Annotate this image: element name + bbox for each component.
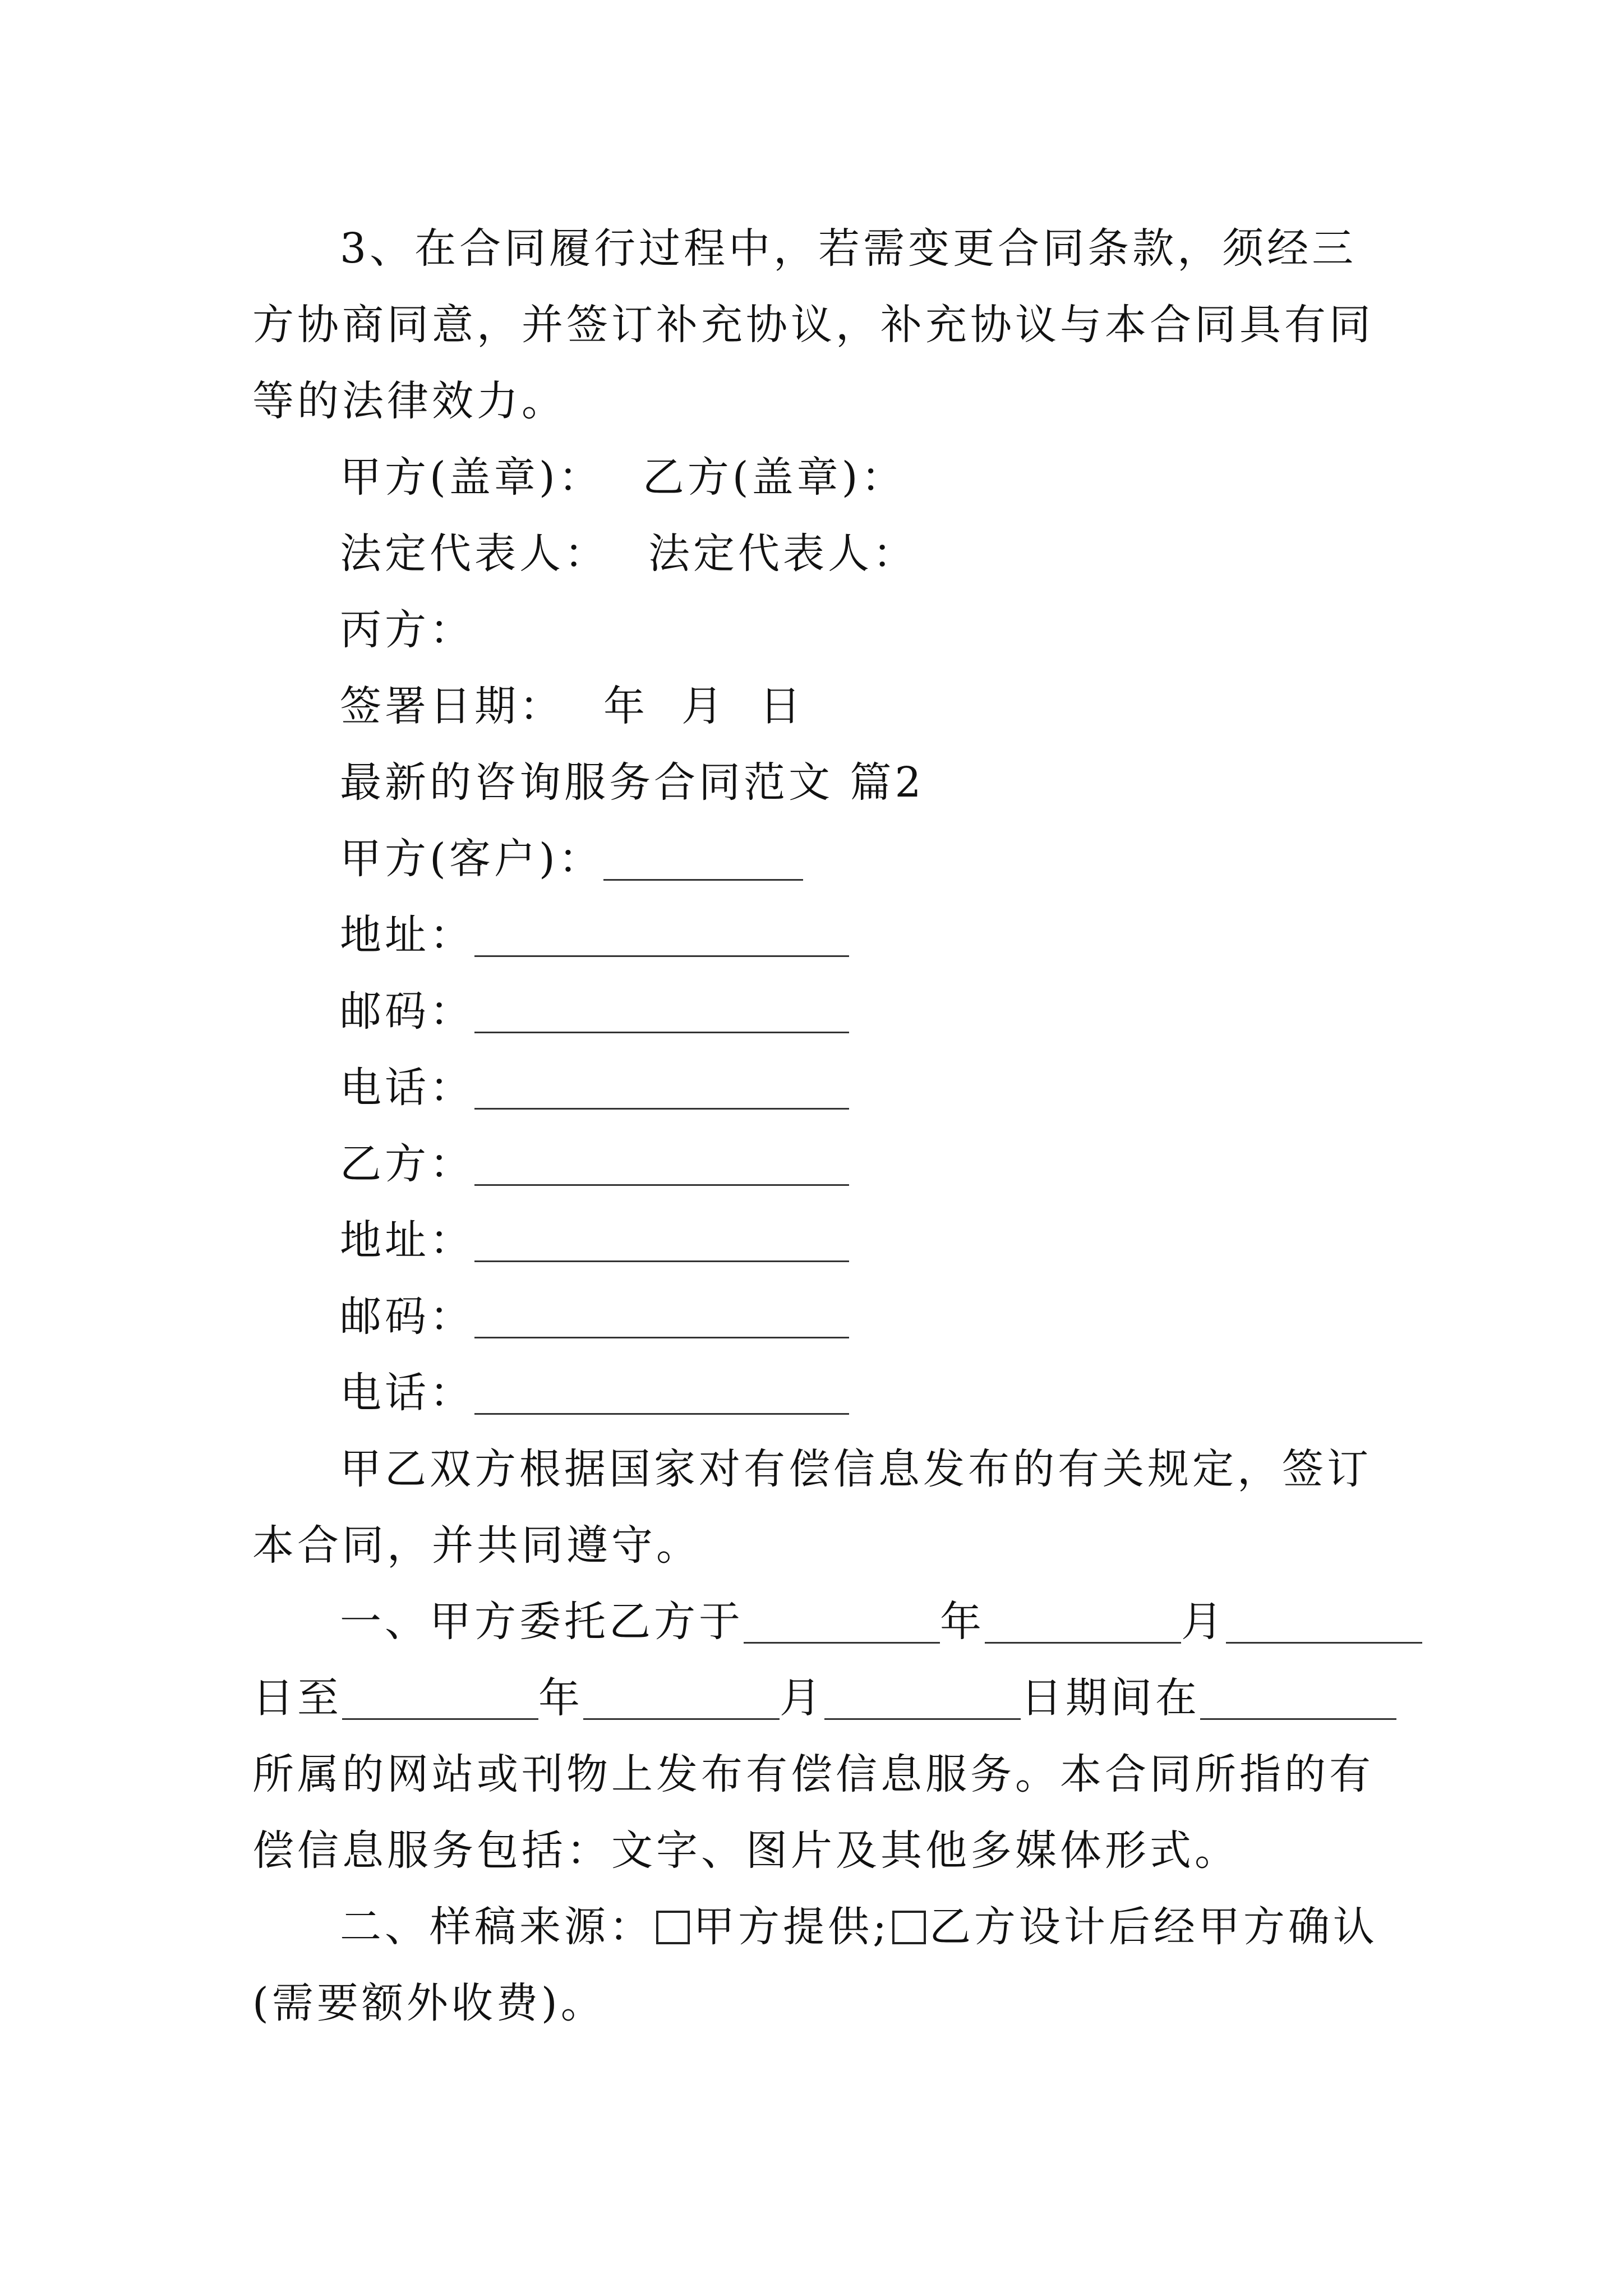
sign-date-year: 年 [603,682,648,730]
party-b-rep-label: 法定代表人： [648,530,917,578]
address-label-1: 地址： [340,911,474,959]
section-title [252,744,1385,821]
client-label: 甲方(客户)： [340,835,603,883]
seal-line [252,439,1385,516]
phone-blank-1[interactable] [474,1066,849,1110]
party-a-seal-label: 甲方(盖章)： [340,453,603,501]
clause-1-year1: 年 [940,1598,985,1646]
clause-1-day2-blank[interactable] [824,1677,1021,1720]
clause-1-venue-blank[interactable] [1200,1677,1396,1720]
party-b-seal-label: 乙方(盖章)： [642,453,906,501]
address-label-2: 地址： [340,1216,474,1264]
clause-3: 3、在合同履行过程中，若需变更合同条款，须经三方协商同意，并签订补充协议，补充协议与本合同具有同等的法律效力。 [252,224,1374,425]
clause-1-day1: 日至 [252,1674,342,1722]
phone-blank-2[interactable] [474,1372,849,1415]
address-line-1 [252,897,1385,973]
address-line-2 [252,1202,1385,1278]
clause-2-option-2: 乙方设计后经甲方确认(需要额外收费)。 [252,1903,1378,2027]
preamble: 甲乙双方根据国家对有偿信息发布的有关规定，签订本合同，并共同遵守。 [252,1445,1372,1570]
clause-1-month2-blank[interactable] [583,1677,780,1720]
phone-label-1: 电话： [340,1064,474,1112]
clause-1-day1-blank[interactable] [1226,1600,1422,1644]
postcode-line-1 [252,973,1385,1050]
clause-1-line-2 [252,1660,1385,1736]
address-blank-1[interactable] [474,914,849,957]
section-title-text: 最新的咨询服务合同范文 篇2 [340,758,925,807]
clause-1-rest: 所属的网站或刊物上发布有偿信息服务。本合同所指的有偿信息服务包括：文字、图片及其他多媒体形式。 [252,1750,1374,1875]
document-body [252,210,1385,2041]
checkbox-party-b-designs[interactable] [892,1911,926,1944]
representative-line [252,516,1385,592]
clause-2-option-1: 甲方提供; [693,1903,890,1951]
postcode-line-2 [252,1278,1385,1355]
postcode-blank-1[interactable] [474,990,849,1033]
party-c-line [252,592,1385,668]
clause-1-month1-blank[interactable] [985,1600,1181,1644]
postcode-label-1: 邮码： [340,987,474,1036]
sign-date-line [252,668,1385,744]
clause-1-intro: 一、甲方委托乙方于 [340,1598,744,1646]
clause-1-year2: 年 [538,1674,583,1722]
clause-1-year1-blank[interactable] [744,1600,940,1644]
phone-line-2 [252,1355,1385,1431]
clause-1-line-1 [252,1584,1385,1660]
sign-date-month: 月 [681,682,727,730]
clause-1-month1: 月 [1181,1598,1226,1646]
clause-2 [252,1889,1385,2041]
party-b-label: 乙方： [340,1140,474,1188]
party-b-line [252,1126,1385,1202]
clause-1-month2: 月 [780,1674,824,1722]
client-blank[interactable] [603,838,803,881]
clause-1-year2-blank[interactable] [342,1677,538,1720]
clause-2-label: 二、样稿来源： [340,1903,654,1951]
party-a-rep-label: 法定代表人： [340,530,609,578]
client-line [252,821,1385,897]
checkbox-party-a-provides[interactable] [656,1911,690,1944]
phone-label-2: 电话： [340,1369,474,1417]
sign-date-day: 日 [759,682,805,730]
sign-date-label: 签署日期： [340,682,564,730]
phone-line-1 [252,1050,1385,1126]
postcode-blank-2[interactable] [474,1295,849,1338]
postcode-label-2: 邮码： [340,1292,474,1341]
party-b-blank[interactable] [474,1143,849,1186]
address-blank-2[interactable] [474,1219,849,1262]
clause-1-day2: 日期间在 [1021,1674,1200,1722]
party-c-label: 丙方： [340,606,474,654]
